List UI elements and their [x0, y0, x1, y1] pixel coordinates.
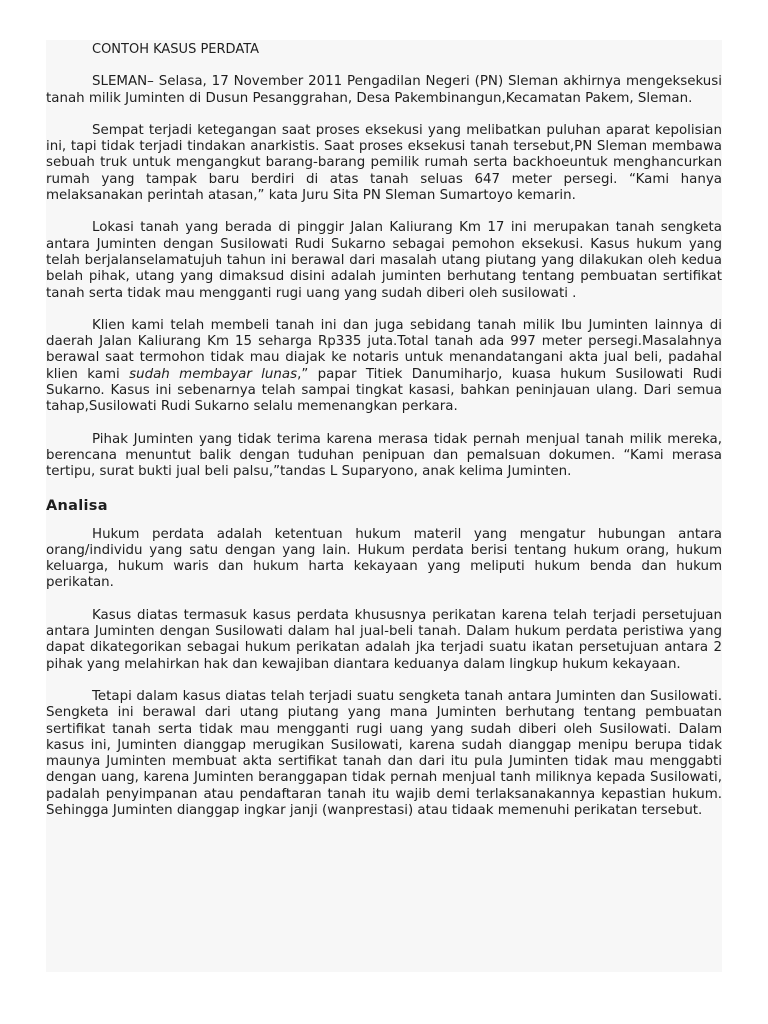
- paragraph-3: Lokasi tanah yang berada di pinggir Jalan Kaliurang Km 17 ini merupakan tanah sengketa antara Juminten dengan Susilowati Rudi Sukarno sebagai pemohon eksekusi. Kasus hukum yang telah berjalanselamatujuh tahun ini berawal dari masalah utang piutang yang dilakukan oleh kedua belah pihak, utang yang dimaksud disini adalah juminten berhutang tentang pembuatan sertifikat tanah serta tidak mau mengganti rugi uang yang sudah diberi oleh susilowati .: [46, 220, 722, 301]
- analysis-paragraph-1: Hukum perdata adalah ketentuan hukum materil yang mengatur hubungan antara orang/individu yang satu dengan yang lain. Hukum perdata berisi tentang hukum orang, hukum keluarga, hukum waris dan hukum harta kekayaan yang meliputi hukum benda dan hukum perikatan.: [46, 526, 722, 591]
- paragraph-4-italic-quote: sudah membayar lunas: [129, 366, 298, 382]
- analysis-paragraph-3: Tetapi dalam kasus diatas telah terjadi suatu sengketa tanah antara Juminten dan Susilowati. Sengketa ini berawal dari utang piutang yang mana Juminten berhutang tentang pembuatan sertifikat tanah serta tidak mau mengganti rugi uang yang sudah diberi oleh Susilowati. Dalam kasus ini, Juminten dianggap merugikan Susilowati, karena sudah dianggap menipu berupa tidak maunya Juminten membuat akta sertifikat tanah dan dari itu pula Juminten tidak mau menggabti dengan uang, karena Juminten beranggapan tidak pernah menjual tanh miliknya kepada Susilowati, padalah penyimpanan atau pendaftaran tanah itu wajib demi terlaksanakannya kepastian hukum. Sehingga Juminten dianggap ingkar janji (wanprestasi) atau tidaak memenuhi perikatan tersebut.: [46, 688, 722, 818]
- paragraph-2: Sempat terjadi ketegangan saat proses eksekusi yang melibatkan puluhan aparat kepolisian ini, tapi tidak terjadi tindakan anarkistis. Saat proses eksekusi tanah tersebut,PN Sleman membawa sebuah truk untuk mengangkut barang-barang pemilik rumah serta backhoeuntuk menghancurkan rumah yang tampak baru berdiri di atas tanah seluas 647 meter persegi. “Kami hanya melaksanakan perintah atasan,” kata Juru Sita PN Sleman Sumartoyo kemarin.: [46, 122, 722, 204]
- document-page: [46, 40, 722, 972]
- analysis-paragraph-2: Kasus diatas termasuk kasus perdata khususnya perikatan karena telah terjadi persetujuan antara Juminten dengan Susilowati dalam hal jual-beli tanah. Dalam hukum perdata peristiwa yang dapat dikategorikan sebagai hukum perikatan adalah jka terjadi suatu ikatan persetujuan antara 2 pihak yang melahirkan hak dan kewajiban diantara keduanya dalam lingkup hukum kekayaan.: [46, 607, 722, 672]
- document-title: CONTOH KASUS PERDATA: [92, 42, 260, 57]
- paragraph-1: SLEMAN– Selasa, 17 November 2011 Pengadilan Negeri (PN) Sleman akhirnya mengeksekusi tanah milik Juminten di Dusun Pesanggrahan, Desa Pakembinangun,Kecamatan Pakem, Sleman.: [46, 74, 722, 106]
- paragraph-4-text-start: Klien kami telah membeli tanah ini dan juga sebidang tanah milik Ibu Juminten lainnya di daerah Jalan Kaliurang Km 15 seharga Rp335 juta.Total tanah ada 997 meter persegi.Masalahnya berawal saat termohon tidak mau diajak ke notaris untuk menandatangani akta jual beli, padahal klien kami: [46, 317, 722, 382]
- document-content: [46, 42, 722, 835]
- analysis-heading: Analisa: [46, 497, 108, 514]
- paragraph-4: [46, 318, 722, 416]
- paragraph-5: Pihak Juminten yang tidak terima karena merasa tidak pernah menjual tanah milik mereka, berencana menuntut balik dengan tuduhan penipuan dan pemalsuan dokumen. “Kami merasa tertipu, surat bukti jual beli palsu,”tandas L Suparyono, anak kelima Juminten.: [46, 431, 722, 480]
- paragraph-4-text-end: ,” papar Titiek Danumiharjo, kuasa hukum Susilowati Rudi Sukarno. Kasus ini sebenarnya telah sampai tingkat kasasi, bahkan peninjauan ulang. Dari semua tahap,Susilowati Rudi Sukarno selalu memenangkan perkara.: [46, 366, 722, 415]
